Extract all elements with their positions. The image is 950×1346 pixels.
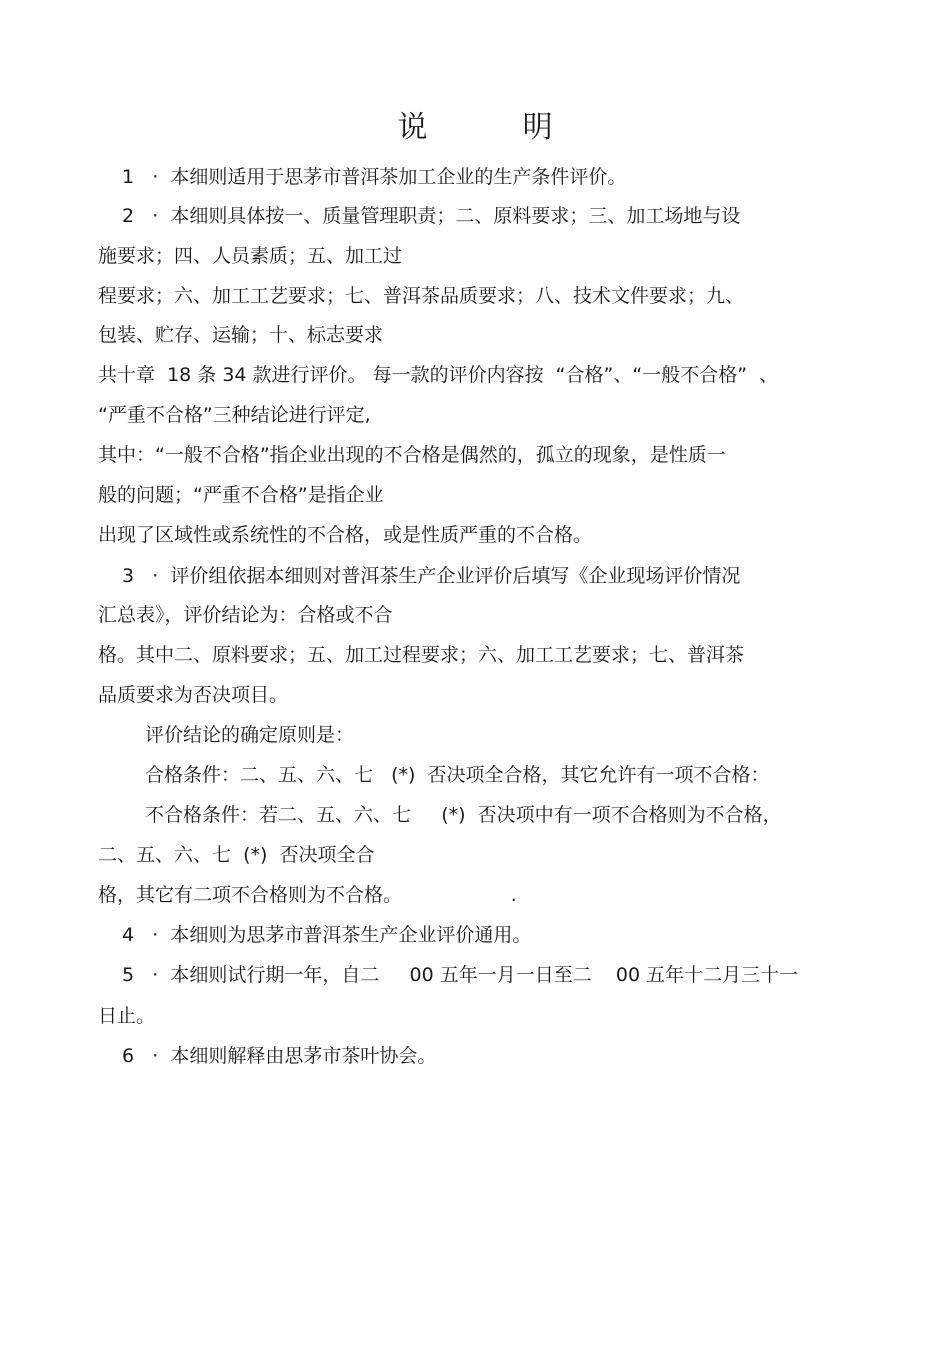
clause-4-line: 4 · 本细则为思茅市普洱茶生产企业评价通用。 [122,924,532,946]
fail-condition-line-1: 不合格条件：若二、五、六、七 (*) 否决项中有一项不合格则为不合格， [145,804,782,826]
page-title: 说 明 [397,110,553,145]
clause-2-line-7: 其中：“一般不合格”指企业出现的不合格是偶然的，孤立的现象，是性质一 [98,444,726,466]
pass-condition: 合格条件：二、五、六、七 (*) 否决项全合格，其它允许有一项不合格： [145,764,770,786]
fail-condition-line-2: 二、五、六、七 (*) 否决项全合 [98,844,375,866]
clause-3-line-2: 汇总表》，评价结论为：合格或不合 [98,604,393,626]
clause-2-line-8: 般的问题；“严重不合格”是指企业 [98,484,384,506]
clause-5-line-1: 5 · 本细则试行期一年，自二 00 五年一月一日至二 00 五年十二月三十一 [122,964,799,986]
clause-2-line-4: 包装、贮存、运输；十、标志要求 [98,324,384,346]
principle-heading: 评价结论的确定原则是： [145,724,355,746]
fail-condition-line-3: 格，其它有二项不合格则为不合格。 . [98,884,517,906]
clause-2-line-1: 2 · 本细则具体按一、质量管理职责；二、原料要求；三、加工场地与设 [122,205,741,227]
clause-2-line-9: 出现了区域性或系统性的不合格，或是性质严重的不合格。 [98,524,593,546]
clause-5-line-2: 日止。 [98,1005,156,1027]
clause-2-line-5: 共十章 18 条 34 款进行评价。 每一款的评价内容按 “合格”、“一般不合格” 、 [98,364,779,386]
clause-1-line: 1 · 本细则适用于思茅市普洱茶加工企业的生产条件评价。 [122,166,627,188]
clause-6-line: 6 · 本细则解释由思茅市茶叶协会。 [122,1045,437,1067]
clause-2-line-6: “严重不合格”三种结论进行评定, [98,404,371,426]
clause-3-line-4: 品质要求为否决项目。 [98,684,289,706]
clause-3-line-1: 3 · 评价组依据本细则对普洱茶生产企业评价后填写《企业现场评价情况 [122,565,741,587]
clause-2-line-3: 程要求；六、加工工艺要求；七、普洱茶品质要求；八、技术文件要求；九、 [98,285,745,307]
clause-2-line-2: 施要求；四、人员素质；五、加工过 [98,245,403,267]
clause-3-line-3: 格。其中二、原料要求；五、加工过程要求；六、加工工艺要求；七、普洱茶 [98,644,745,666]
